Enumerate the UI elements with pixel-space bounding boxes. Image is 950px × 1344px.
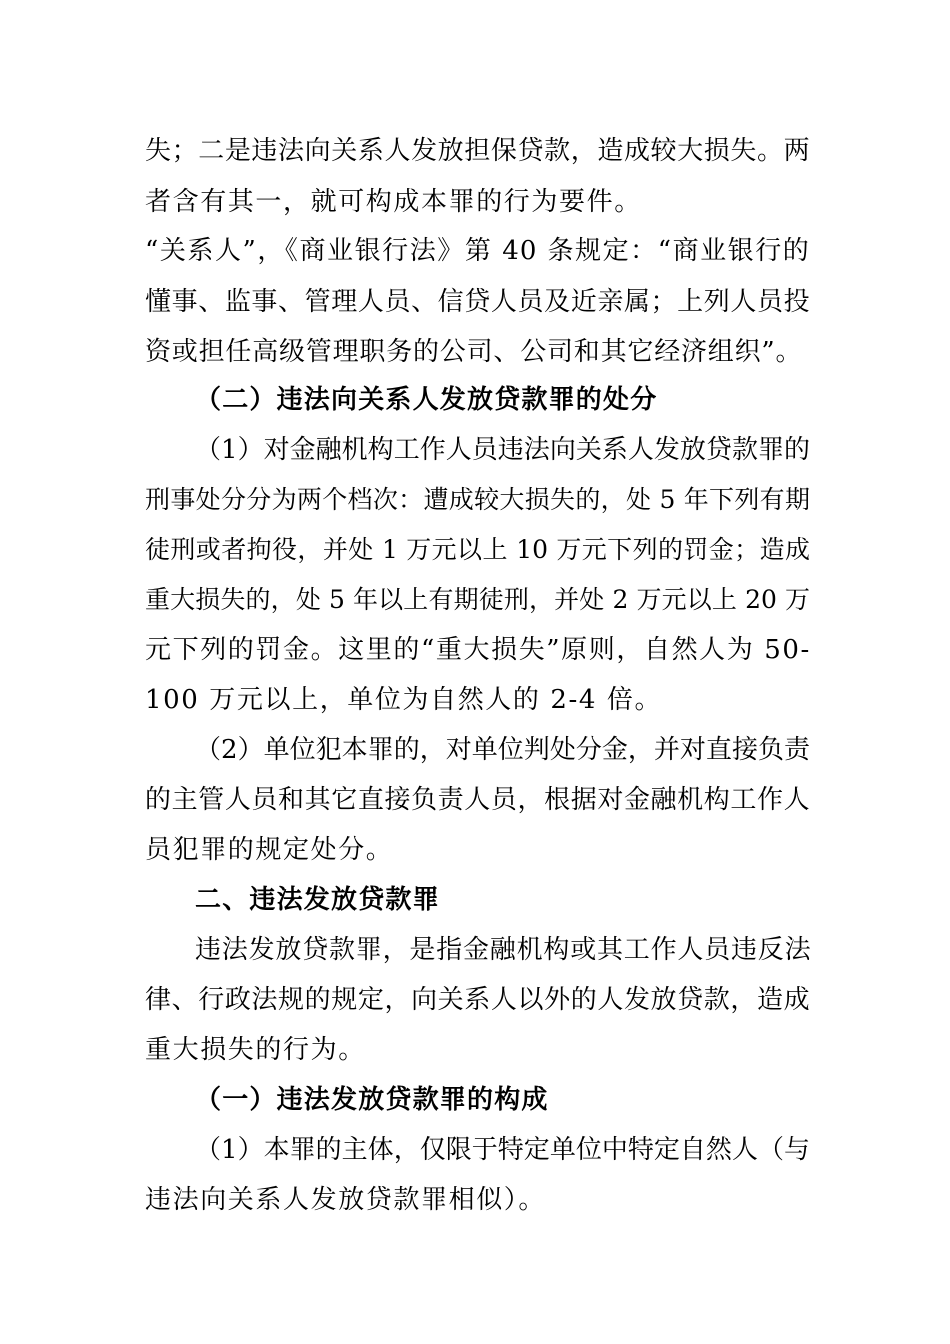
section-heading: 二、违法发放贷款罪 [195,885,440,915]
paragraph-line: 违法发放贷款罪，是指金融机构或其工作人员违反法 [195,935,812,965]
paragraph-line: 资或担任高级管理职务的公司、公司和其它经济组织”。 [145,337,803,367]
paragraph-line: （1）本罪的主体，仅限于特定单位中特定自然人（与 [195,1135,810,1165]
paragraph-line: 徒刑或者拘役，并处 1 万元以上 10 万元下列的罚金；造成 [145,535,810,564]
paragraph-line: 重大损失的行为。 [145,1035,366,1065]
section-heading: （二）违法向关系人发放贷款罪的处分 [195,385,658,415]
paragraph-line: （2）单位犯本罪的，对单位判处分金，并对直接负责 [195,735,810,765]
paragraph-line: 刑事处分分为两个档次：遭成较大损失的，处 5 年下列有期 [145,485,810,514]
paragraph-line: 律、行政法规的规定，向关系人以外的人发放贷款，造成 [145,985,810,1015]
paragraph-line: 失；二是违法向关系人发放担保贷款，造成较大损失。两 [145,136,810,166]
paragraph-line: 的主管人员和其它直接负责人员，根据对金融机构工作人 [145,785,810,815]
paragraph-line: 员犯罪的规定处分。 [145,835,394,865]
section-heading: （一）违法发放贷款罪的构成 [195,1085,549,1115]
paragraph-line: 100 万元以上，单位为自然人的 2-4 倍。 [145,685,663,715]
paragraph-line: 懂事、监事、管理人员、信贷人员及近亲属；上列人员投 [145,287,810,317]
paragraph-line: 违法向关系人发放贷款罪相似）。 [145,1185,547,1215]
paragraph-line: “关系人”，《商业银行法》第 40 条规定：“商业银行的 [145,236,810,266]
paragraph-line: （1）对金融机构工作人员违法向关系人发放贷款罪的 [195,435,810,465]
paragraph-line: 者含有其一，就可构成本罪的行为要件。 [145,187,642,217]
paragraph-line: 元下列的罚金。这里的“重大损失”原则，自然人为 50- [145,635,811,665]
paragraph-line: 重大损失的，处 5 年以上有期徒刑，并处 2 万元以上 20 万 [145,585,810,614]
